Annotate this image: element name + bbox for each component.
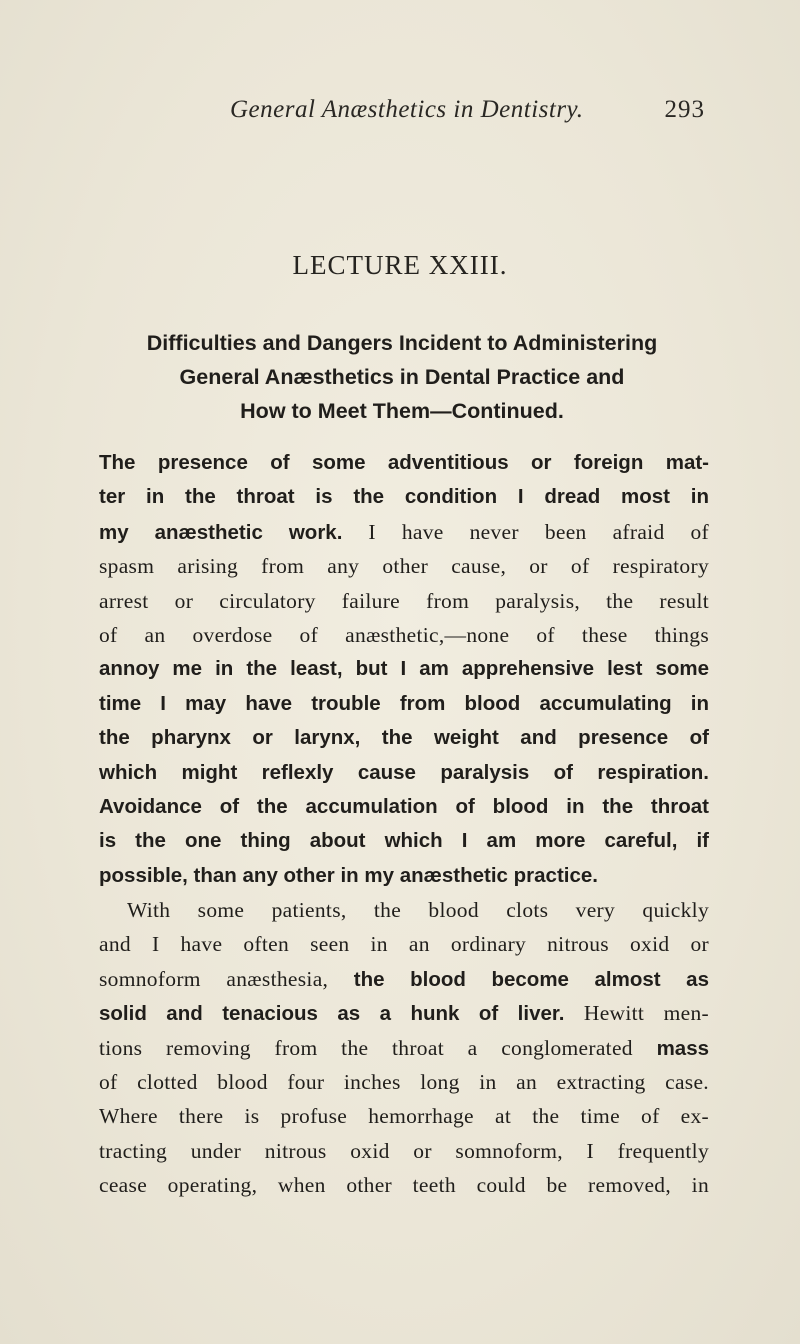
text-line: Avoidance of the accumulation of blood in the throat (99, 794, 709, 818)
text-line: of an overdose of anæsthetic,—none of these things (99, 622, 709, 647)
text-segment: mass (632, 1036, 709, 1060)
text-line: is the one thing about which I am more careful, if (99, 829, 709, 853)
chapter-heading-line: How to Meet Them—Continued. (240, 399, 564, 423)
text-line: cease operating, when other teeth could be removed, in (99, 1173, 709, 1198)
text-line: the pharynx or larynx, the weight and presence of (99, 726, 709, 750)
text-line (99, 996, 709, 1030)
text-segment: somnoform anæsthesia, (99, 966, 329, 991)
text-line (99, 1031, 709, 1065)
text-segment: Hewitt men- (564, 1001, 710, 1026)
text-line: which might reflexly cause paralysis of respiration. (99, 760, 709, 784)
page-number: 293 (664, 96, 705, 123)
text-line: spasm arising from any other cause, or of respiratory (99, 554, 709, 579)
running-title: General Anæsthetics in Dentistry. (230, 96, 584, 123)
text-line: tracting under nitrous oxid or somnoform, I frequently (99, 1138, 709, 1163)
body-text (99, 446, 709, 1203)
chapter-heading-line: Difficulties and Dangers Incident to Administering (146, 331, 658, 355)
text-line: time I may have trouble from blood accumulating in (99, 691, 709, 715)
text-segment: solid and tenacious as a hunk of liver. (99, 1002, 565, 1026)
text-line: and I have often seen in an ordinary nitrous oxid or (99, 932, 709, 957)
text-line (99, 962, 709, 996)
text-line: arrest or circulatory failure from paralysis, the result (99, 588, 709, 613)
text-segment: my anæsthetic work. (99, 520, 343, 544)
running-head (200, 96, 705, 132)
lecture-title: LECTURE XXIII. (292, 250, 508, 280)
text-segment: tions removing from the throat a conglomerated (99, 1035, 633, 1060)
text-line: The presence of some adventitious or foreign mat- (99, 451, 709, 474)
text-line: possible, than any other in my anæsthetic practice. (99, 863, 598, 887)
chapter-heading-line: General Anæsthetics in Dental Practice and (179, 365, 625, 389)
text-line: ter in the throat is the condition I dread most in (99, 485, 709, 509)
text-line (99, 515, 709, 549)
text-line: Where there is profuse hemorrhage at the time of ex- (99, 1104, 709, 1129)
chapter-heading (90, 326, 714, 428)
text-line: annoy me in the least, but I am apprehensive lest some (99, 657, 709, 681)
text-line: With some patients, the blood clots very quickly (127, 898, 709, 923)
text-line: of clotted blood four inches long in an extracting case. (99, 1070, 709, 1095)
text-segment: the blood become almost as (328, 967, 709, 991)
text-segment: I have never been afraid of (342, 519, 709, 544)
